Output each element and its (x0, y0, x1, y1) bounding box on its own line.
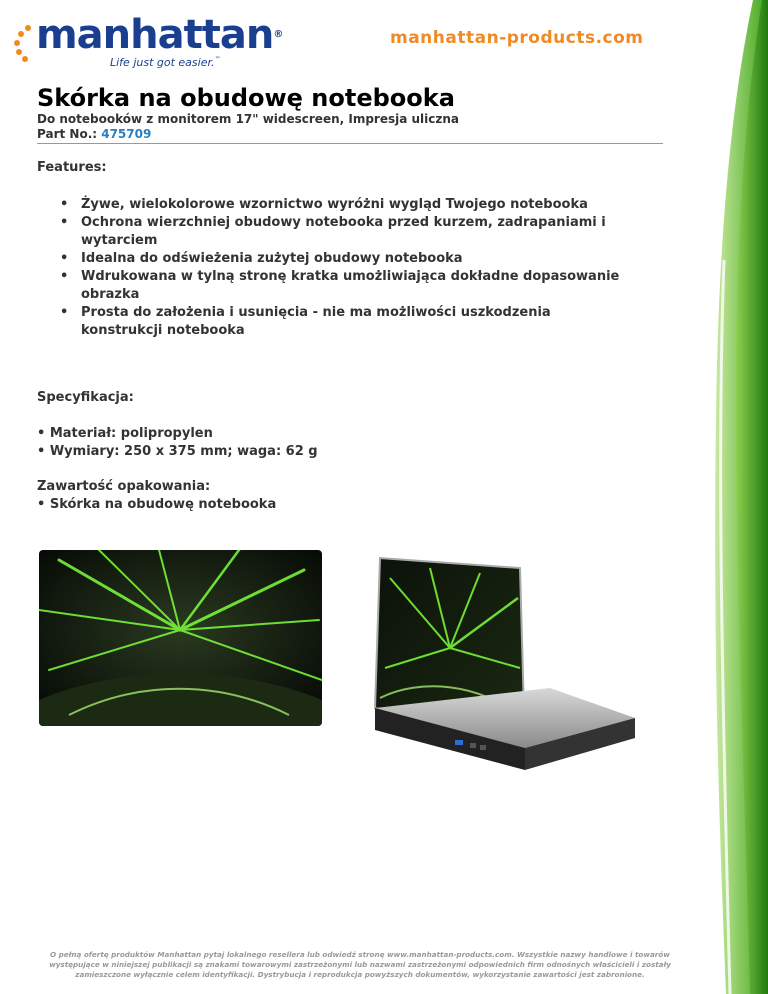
skin-product-photo (39, 550, 322, 726)
logo-dots-icon (14, 24, 36, 64)
logo-tagline: Life just got easier. (110, 56, 215, 69)
list-item: • Idealna do odświeżenia zużytej obudowy notebooka (60, 250, 620, 268)
header-divider (37, 143, 663, 144)
list-item: • Wdrukowana w tylną stronę kratka umożliwiająca dokładne dopasowanie obrazka (60, 268, 620, 304)
list-item: • Prosta do założenia i usunięcia - nie ma możliwości uszkodzenia konstrukcji notebooka (60, 304, 620, 340)
spec-item: • Materiał: polipropylen (37, 426, 213, 441)
package-item: • Skórka na obudowę notebooka (37, 497, 277, 512)
list-item: • Ochrona wierzchniej obudowy notebooka przed kurzem, zadrapaniami i wytarciem (60, 214, 620, 250)
footer-disclaimer: O pełną ofertę produktów Manhattan pytaj lokalnego resellera lub odwiedź stronę www.manhattan-products.com. Wszystkie nazwy handlowe i towarów występujące w niniejszej publikacji są znakami towarowymi zastrzeżonymi lub nazwami zastrzeżonymi odpowiednich firm odnośnych właścicieli i zostały zamieszczone wyłącznie celem identyfikacji. Dystrybucja i reprodukcja powyższych dokumentów, wykorzystanie zawartości jest zabronione. (49, 950, 671, 979)
product-title: Skórka na obudowę notebooka (37, 84, 455, 112)
site-url[interactable]: manhattan-products.com (390, 28, 644, 48)
part-number-label: Part No.: (37, 127, 98, 141)
specs-heading: Specyfikacja: (37, 390, 134, 405)
green-swoosh-decoration (658, 0, 768, 994)
features-heading: Features: (37, 160, 107, 175)
list-item: • Żywe, wielokolorowe wzornictwo wyróżni wygląd Twojego notebooka (60, 196, 620, 214)
spec-item: • Wymiary: 250 x 375 mm; waga: 62 g (37, 444, 318, 459)
package-heading: Zawartość opakowania: (37, 479, 211, 494)
notebook-product-photo (360, 548, 640, 770)
product-subtitle: Do notebooków z monitorem 17" widescreen, Impresja uliczna (37, 112, 460, 126)
logo-wordmark: manhattan (36, 12, 274, 58)
features-list (60, 196, 620, 340)
part-number-value: 475709 (101, 127, 152, 141)
manhattan-logo: manhattan® Life just got easier.™ (14, 12, 229, 72)
part-number-line (37, 127, 151, 141)
